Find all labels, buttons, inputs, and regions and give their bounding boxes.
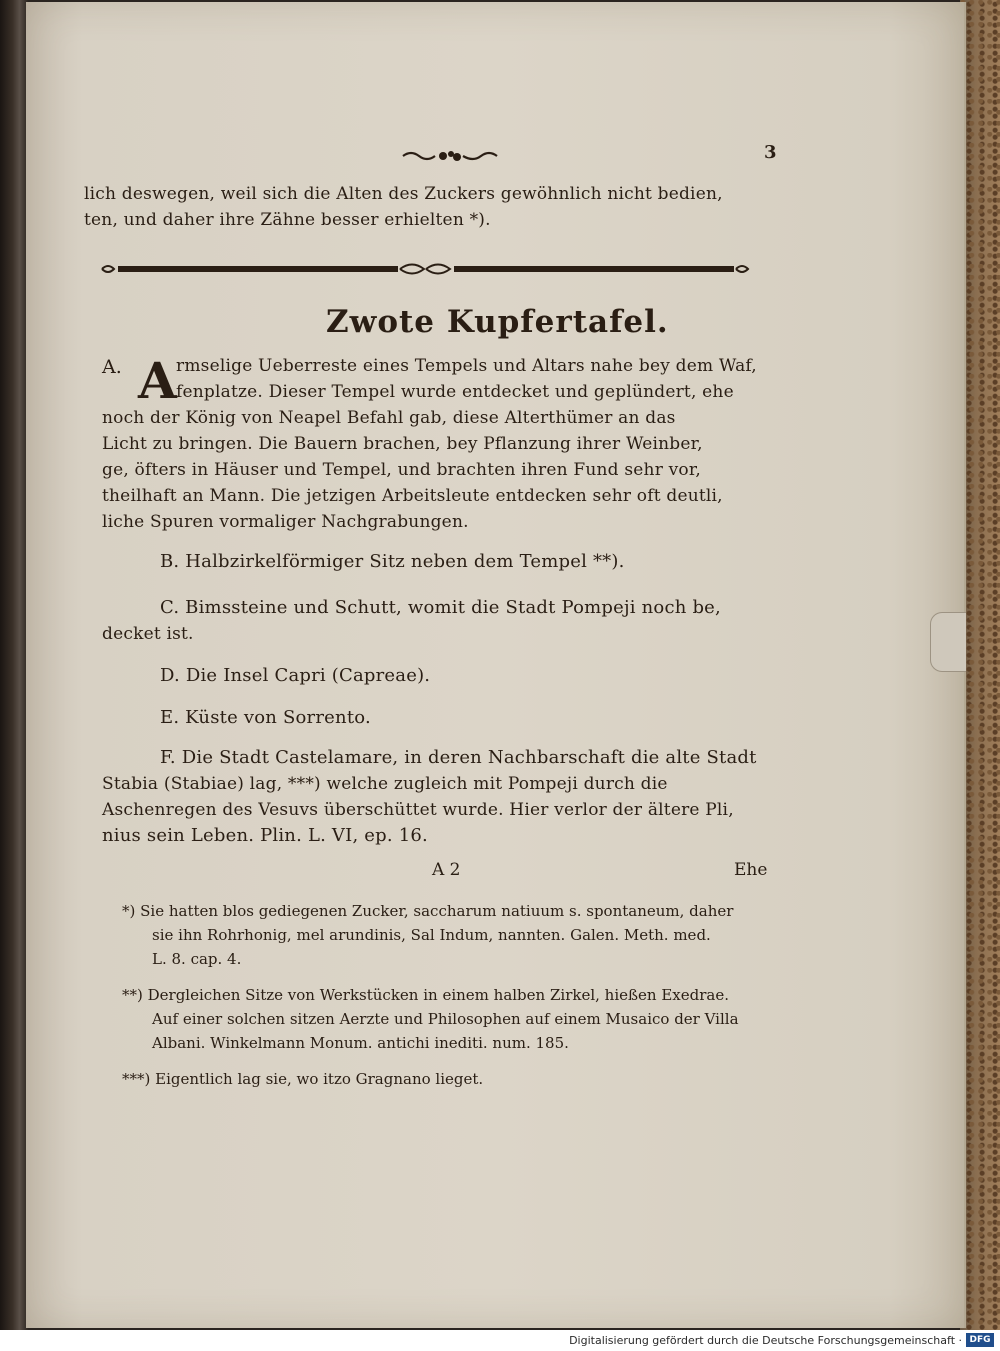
- entry-c-cont: decket ist.: [102, 624, 194, 644]
- text-line: rmselige Ueberreste eines Tempels und Altars nahe bey dem Waf,: [176, 356, 757, 376]
- footnote-line: sie ihn Rohrhonig, mel arundinis, Sal Indum, nannten. Galen. Meth. med.: [152, 926, 711, 944]
- book-cover-edge: [960, 0, 1000, 1330]
- entry-f-cont: nius sein Leben. Plin. L. VI, ep. 16.: [102, 825, 428, 846]
- footnote-line: L. 8. cap. 4.: [152, 950, 242, 968]
- book-page: [26, 2, 966, 1328]
- footnote-line: *) Sie hatten blos gediegenen Zucker, saccharum natiuum s. spontaneum, daher: [122, 902, 734, 920]
- section-heading: Zwote Kupfertafel.: [326, 304, 669, 340]
- text-line: liche Spuren vormaliger Nachgrabungen.: [102, 512, 469, 532]
- text-line: ge, öfters in Häuser und Tempel, und brachten ihren Fund sehr vor,: [102, 460, 701, 480]
- ornament-top: [401, 148, 499, 164]
- entry-letter: A.: [102, 356, 122, 378]
- decorative-divider: [100, 260, 750, 278]
- footnote-line: Albani. Winkelmann Monum. antichi inediti. num. 185.: [152, 1034, 569, 1052]
- entry-e: E. Küste von Sorrento.: [160, 707, 371, 728]
- book-binding: [0, 0, 28, 1330]
- text-line: noch der König von Neapel Befahl gab, diese Alterthümer an das: [102, 408, 676, 428]
- catchword: Ehe: [734, 860, 768, 880]
- signature-mark: A 2: [432, 860, 461, 880]
- footnote-line: **) Dergleichen Sitze von Werkstücken in einem halben Zirkel, hießen Exedrae.: [122, 986, 729, 1004]
- text-line: Licht zu bringen. Die Bauern brachen, bey Pflanzung ihrer Weinber,: [102, 434, 703, 454]
- entry-f-cont: Stabia (Stabiae) lag, ***) welche zugleich mit Pompeji durch die: [102, 774, 668, 794]
- footnote-line: Auf einer solchen sitzen Aerzte und Philosophen auf einem Musaico der Villa: [152, 1010, 739, 1028]
- text-line: theilhaft an Mann. Die jetzigen Arbeitsleute entdecken sehr oft deutli,: [102, 486, 723, 506]
- footer-credit: Digitalisierung gefördert durch die Deutsche Forschungsgemeinschaft ·: [569, 1334, 962, 1347]
- entry-c: C. Bimssteine und Schutt, womit die Stadt Pompeji noch be,: [160, 597, 721, 618]
- text-line: fenplatze. Dieser Tempel wurde entdecket und geplündert, ehe: [176, 382, 734, 402]
- text-line: ten, und daher ihre Zähne besser erhielten *).: [84, 210, 491, 230]
- entry-d: D. Die Insel Capri (Capreae).: [160, 665, 431, 686]
- entry-f: F. Die Stadt Castelamare, in deren Nachbarschaft die alte Stadt: [160, 747, 757, 768]
- footnote-line: ***) Eigentlich lag sie, wo itzo Gragnano lieget.: [122, 1070, 484, 1088]
- entry-f-cont: Aschenregen des Vesuvs überschüttet wurde. Hier verlor der ältere Pli,: [102, 800, 734, 820]
- drop-cap: A: [138, 351, 177, 410]
- page-tab: [930, 612, 966, 672]
- entry-b: B. Halbzirkelförmiger Sitz neben dem Tempel **).: [160, 551, 625, 572]
- page-number: 3: [764, 142, 777, 163]
- text-line: lich deswegen, weil sich die Alten des Zuckers gewöhnlich nicht bedien,: [84, 184, 723, 204]
- dfg-logo: DFG: [966, 1333, 994, 1347]
